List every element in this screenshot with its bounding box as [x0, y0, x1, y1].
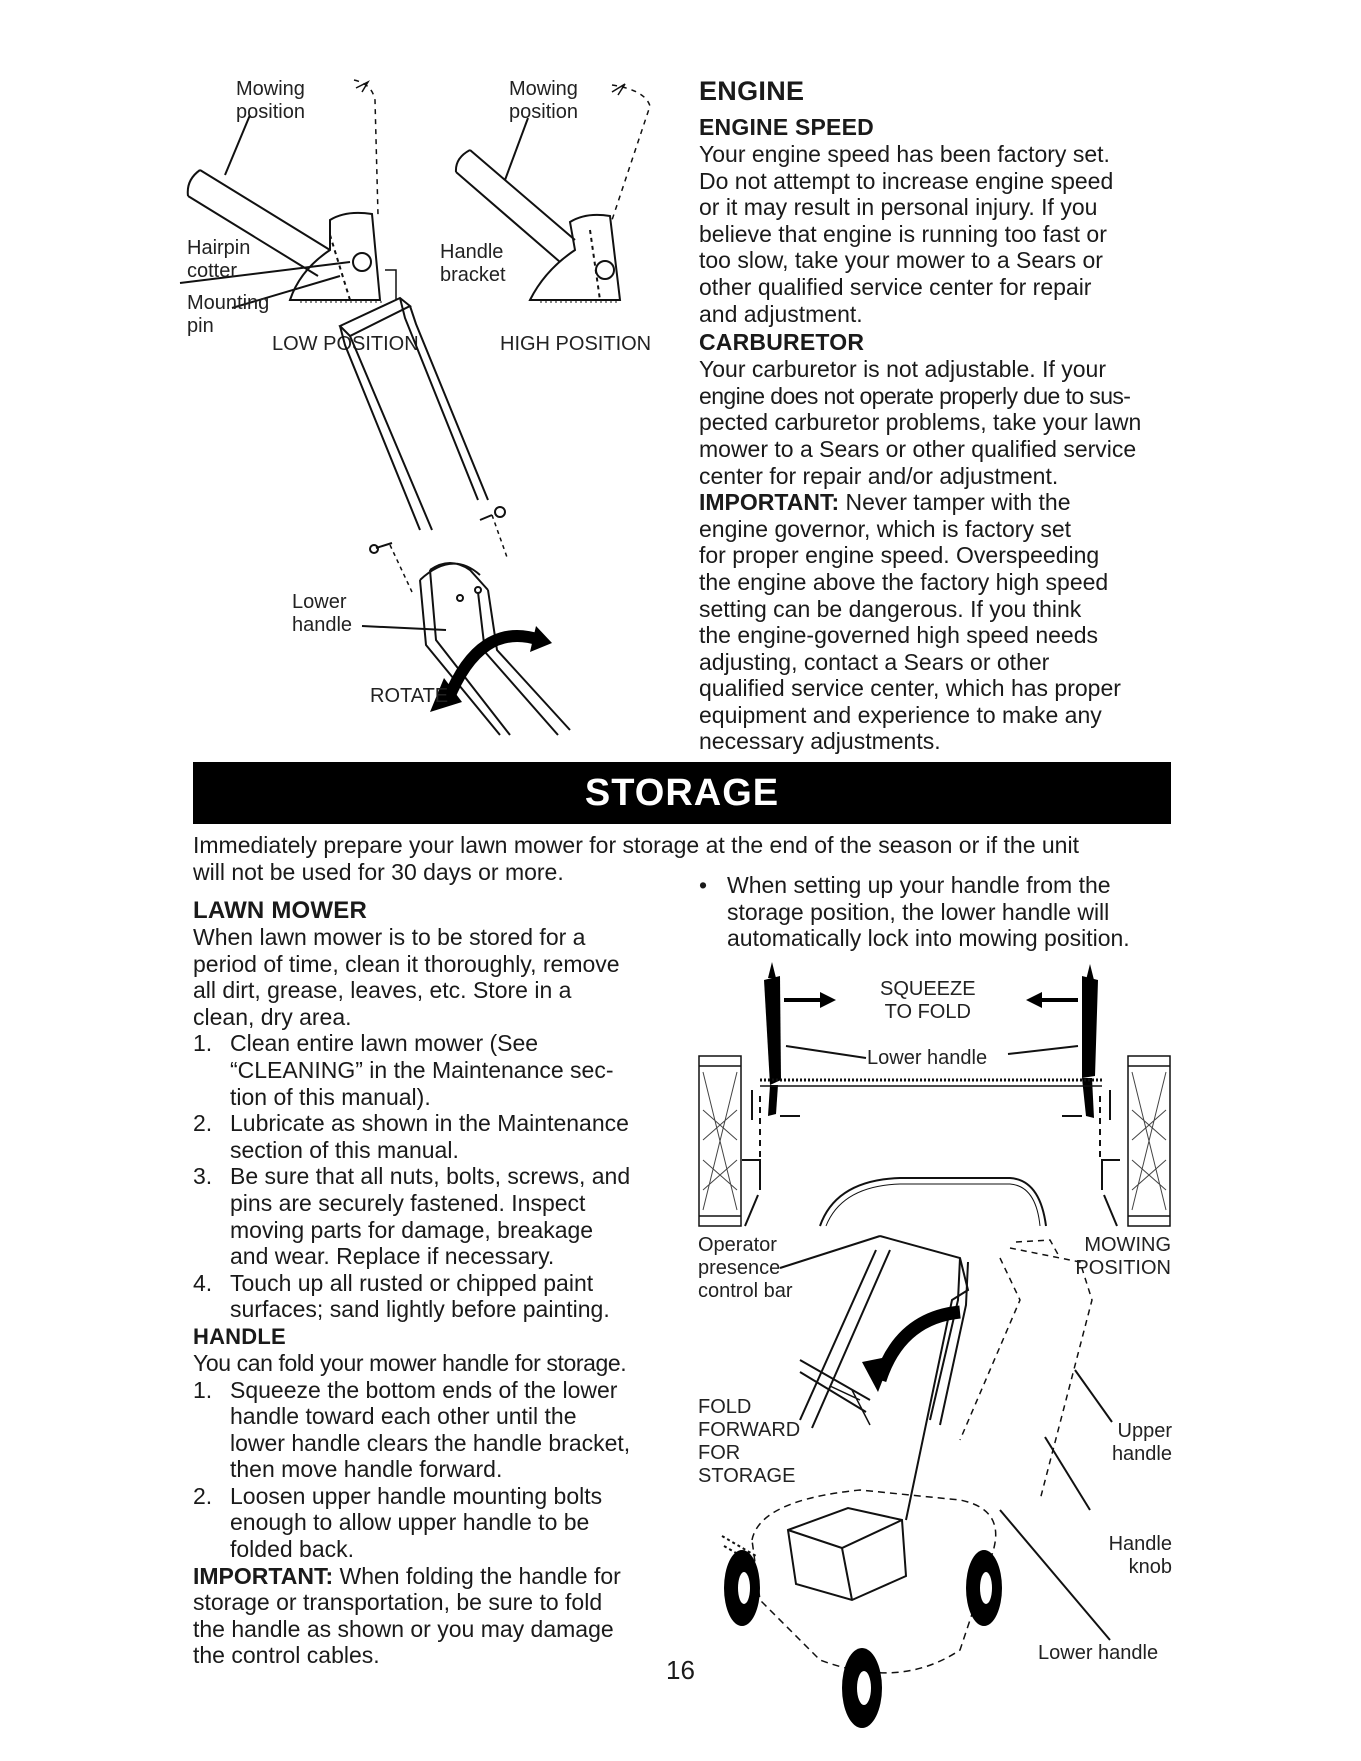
- text-line: enough to allow upper handle to be: [230, 1509, 590, 1536]
- text-line: engine governor, which is factory set: [699, 515, 1072, 542]
- text-line: qualified service center, which has proper: [699, 675, 1121, 702]
- text-line: engine does not operate properly due to sus-: [699, 382, 1131, 409]
- text-line: for proper engine speed. Overspeeding: [699, 542, 1100, 569]
- text-line: Clean entire lawn mower (See: [230, 1030, 539, 1057]
- text-line: automatically lock into mowing position.: [727, 925, 1130, 952]
- important-label: IMPORTANT:: [193, 1562, 334, 1589]
- rotate-label: ROTATE: [370, 685, 449, 707]
- text-line: clean, dry area.: [193, 1003, 352, 1030]
- label-line: FOR: [698, 1442, 741, 1464]
- label-line: Upper: [1117, 1420, 1172, 1442]
- text-line: all dirt, grease, leaves, etc. Store in a: [193, 977, 572, 1004]
- text-line: surfaces; sand lightly before painting.: [230, 1296, 610, 1323]
- text-line: period of time, clean it thoroughly, remove: [193, 950, 620, 977]
- text-line: lower handle clears the handle bracket,: [230, 1429, 631, 1456]
- label-line: bracket: [440, 264, 506, 286]
- text-line: “CLEANING” in the Maintenance sec-: [230, 1056, 614, 1083]
- text-line: the engine above the factory high speed: [699, 568, 1109, 595]
- label-line: TO FOLD: [884, 1001, 971, 1023]
- lower-handle-bottom-label: Lower handle: [1038, 1642, 1159, 1664]
- label-line: position: [236, 101, 305, 123]
- important-text: Never tamper with the: [845, 489, 1071, 516]
- low-position-label: LOW POSITION: [272, 333, 419, 355]
- list-number: 3.: [193, 1163, 213, 1190]
- text-line: handle toward each other until the: [230, 1403, 577, 1430]
- text-line: setting can be dangerous. If you think: [699, 595, 1082, 622]
- text-line: equipment and experience to make any: [699, 701, 1102, 728]
- label-line: Handle: [440, 241, 504, 263]
- mowing-position-label: [1075, 1234, 1171, 1280]
- label-line: FORWARD: [698, 1419, 801, 1441]
- text-line: When setting up your handle from the: [727, 872, 1111, 898]
- label-line: handle: [292, 614, 353, 636]
- operator-presence-label: [698, 1234, 793, 1303]
- text-line: Immediately prepare your lawn mower for storage at the end of the season or if the unit: [193, 832, 1079, 858]
- text-line: pected carburetor problems, take your lawn: [699, 409, 1142, 436]
- list-number: 1.: [193, 1376, 213, 1403]
- label-line: knob: [1128, 1556, 1172, 1578]
- text-line: or it may result in personal injury. If you: [699, 194, 1098, 221]
- text-line: believe that engine is running too fast or: [699, 220, 1107, 247]
- text-line: When lawn mower is to be stored for a: [193, 924, 586, 950]
- text-line: too slow, take your mower to a Sears or: [699, 247, 1103, 274]
- list-number: 2.: [193, 1110, 213, 1137]
- label-line: MOWING: [1084, 1234, 1171, 1256]
- label-line: Lower: [292, 591, 347, 613]
- text-line: then move handle forward.: [230, 1456, 503, 1483]
- text-line: storage position, the lower handle will: [727, 898, 1110, 925]
- text-line: section of this manual.: [230, 1136, 459, 1163]
- text-line: moving parts for damage, breakage: [230, 1216, 594, 1243]
- text-line: center for repair and/or adjustment.: [699, 462, 1059, 489]
- text-line: Touch up all rusted or chipped paint: [230, 1269, 594, 1296]
- text-line: tion of this manual).: [230, 1083, 431, 1110]
- carburetor-heading: CARBURETOR: [699, 329, 865, 356]
- label-line: control bar: [698, 1280, 793, 1302]
- label-line: pin: [187, 315, 214, 337]
- squeeze-label: [880, 978, 976, 1024]
- text-line: storage or transportation, be sure to fold: [193, 1589, 603, 1616]
- text-line: Your engine speed has been factory set.: [699, 141, 1110, 167]
- text-line: Your carburetor is not adjustable. If your: [699, 356, 1106, 383]
- text-line: the control cables.: [193, 1642, 380, 1669]
- list-number: 4.: [193, 1269, 213, 1296]
- lawn-mower-heading: LAWN MOWER: [193, 897, 367, 924]
- bullet-glyph: •: [699, 872, 708, 898]
- label-line: SQUEEZE: [880, 978, 976, 1000]
- label-line: cotter: [187, 260, 238, 282]
- label-line: handle: [1111, 1443, 1172, 1465]
- label-line: Mounting: [187, 292, 270, 314]
- label-line: presence: [698, 1257, 781, 1279]
- important-text: When folding the handle for: [339, 1562, 621, 1589]
- text-line: adjusting, contact a Sears or other: [699, 648, 1050, 675]
- engine-heading: ENGINE: [699, 76, 805, 106]
- text-line: Loosen upper handle mounting bolts: [230, 1482, 603, 1509]
- upper-handle-label: [1100, 1420, 1172, 1466]
- text-line: other qualified service center for repair: [699, 273, 1092, 300]
- lower-handle-top-label: Lower handle: [867, 1047, 988, 1069]
- fold-forward-label: [698, 1396, 800, 1488]
- label-line: FOLD: [698, 1396, 752, 1418]
- text-line: necessary adjustments.: [699, 728, 941, 755]
- text-line: Be sure that all nuts, bolts, screws, and: [230, 1163, 631, 1190]
- label-line: STORAGE: [698, 1465, 796, 1487]
- label-line: position: [509, 101, 578, 123]
- engine-speed-heading: ENGINE SPEED: [699, 114, 874, 140]
- important-label: IMPORTANT:: [699, 489, 840, 516]
- page-number: 16: [666, 1655, 695, 1685]
- text-line: pins are securely fastened. Inspect: [230, 1189, 586, 1216]
- handle-intro: You can fold your mower handle for storage.: [193, 1349, 627, 1376]
- label-line: Handle: [1108, 1533, 1172, 1555]
- label-line: Hairpin: [187, 237, 251, 259]
- text-line: Squeeze the bottom ends of the lower: [230, 1376, 618, 1403]
- handle-heading: HANDLE: [193, 1323, 286, 1349]
- text-line: Do not attempt to increase engine speed: [699, 167, 1114, 194]
- high-position-label: HIGH POSITION: [500, 333, 652, 355]
- storage-banner-title: STORAGE: [584, 772, 780, 814]
- text-line: and wear. Replace if necessary.: [230, 1243, 555, 1270]
- label-line: Mowing: [236, 78, 305, 100]
- label-line: Mowing: [509, 78, 578, 100]
- list-number: 1.: [193, 1030, 213, 1057]
- text-line: the handle as shown or you may damage: [193, 1615, 614, 1642]
- handle-knob-label: [1100, 1533, 1172, 1579]
- label-line: Operator: [698, 1234, 777, 1256]
- text-line: the engine-governed high speed needs: [699, 622, 1098, 649]
- text-line: and adjustment.: [699, 300, 863, 327]
- list-number: 2.: [193, 1482, 213, 1509]
- text-line: will not be used for 30 days or more.: [193, 858, 564, 885]
- text-line: folded back.: [230, 1536, 355, 1563]
- label-line: POSITION: [1075, 1257, 1171, 1279]
- text-line: mower to a Sears or other qualified service: [699, 435, 1137, 462]
- text-line: Lubricate as shown in the Maintenance: [230, 1110, 629, 1137]
